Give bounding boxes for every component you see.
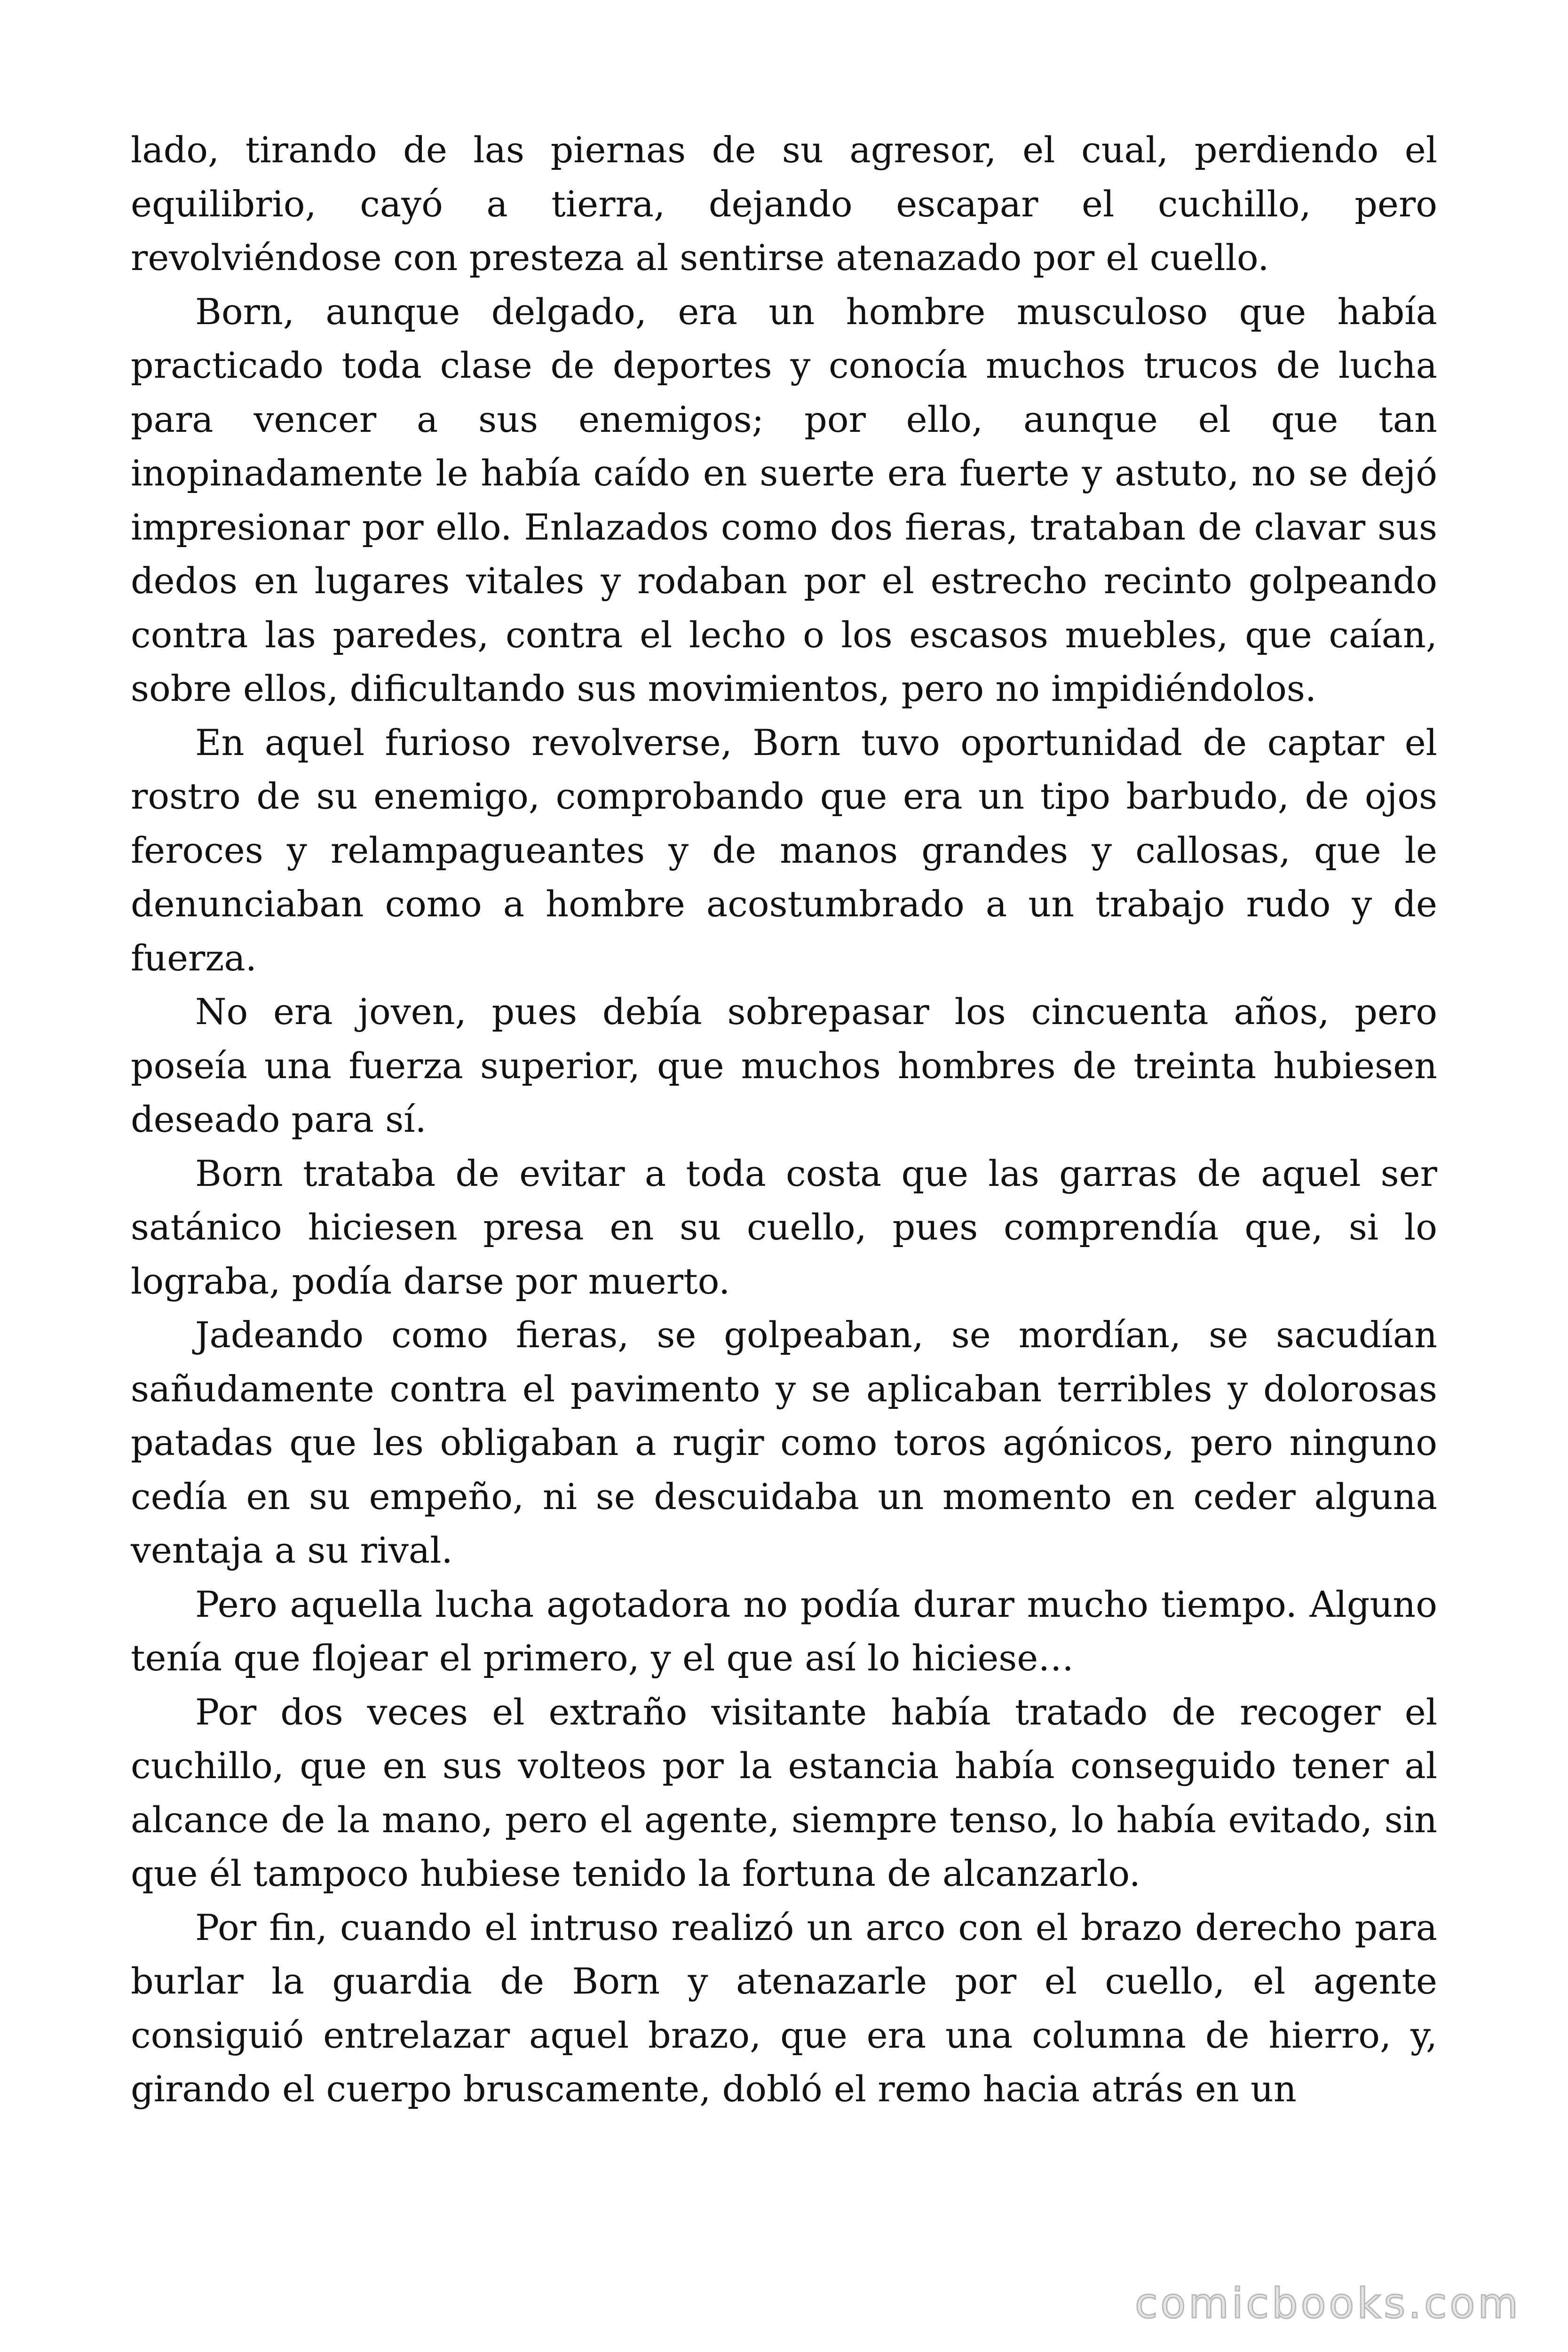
paragraph-1: lado, tirando de las piernas de su agresor, el cual, perdiendo el equilibrio, cayó a tierra, dejando escapar el cuchillo, pero revolviéndose con presteza al sentirse atenazado por el cuello. [131, 129, 1437, 278]
paragraph-7: Pero aquella lucha agotadora no podía durar mucho tiempo. Alguno tenía que flojear el primero, y el que así lo hiciese… [131, 1583, 1437, 1679]
paragraph-2: Born, aunque delgado, era un hombre musculoso que había practicado toda clase de deportes y conocía muchos trucos de lucha para vencer a sus enemigos; por ello, aunque el que tan inopinadamente le había caído en suerte era fuerte y astuto, no se dejó impresionar por ello. Enlazados como dos fieras, trataban de clavar sus dedos en lugares vitales y rodaban por el estrecho recinto golpeando contra las paredes, contra el lecho o los escasos muebles, que caían, sobre ellos, dificultando sus movimientos, pero no impidiéndolos. [131, 290, 1437, 709]
paragraph-8: Por dos veces el extraño visitante había tratado de recoger el cuchillo, que en sus volteos por la estancia había conseguido tener al alcance de la mano, pero el agente, siempre tenso, lo había evitado, sin que él tampoco hubiese tenido la fortuna de alcanzarlo. [131, 1691, 1437, 1894]
body-text [131, 123, 1437, 2116]
paragraph-9: Por fin, cuando el intruso realizó un arco con el brazo derecho para burlar la guardia de Born y atenazarle por el cuello, el agente consiguió entrelazar aquel brazo, que era una columna de hierro, y, girando el cuerpo bruscamente, dobló el remo hacia atrás en un [131, 1906, 1437, 2110]
watermark: comicbooks.com [1134, 2279, 1521, 2328]
paragraph-4: No era joven, pues debía sobrepasar los cincuenta años, pero poseía una fuerza superior, que muchos hombres de treinta hubiesen deseado para sí. [131, 991, 1437, 1140]
paragraph-5: Born trataba de evitar a toda costa que las garras de aquel ser satánico hiciesen presa en su cuello, pues comprendía que, si lo lograba, podía darse por muerto. [131, 1152, 1437, 1302]
paragraph-6: Jadeando como fieras, se golpeaban, se mordían, se sacudían sañudamente contra el pavimento y se aplicaban terribles y dolorosas patadas que les obligaban a rugir como toros agónicos, pero ninguno cedía en su empeño, ni se descuidaba un momento en ceder alguna ventaja a su rival. [131, 1314, 1437, 1571]
paragraph-3: En aquel furioso revolverse, Born tuvo oportunidad de captar el rostro de su enemigo, comprobando que era un tipo barbudo, de ojos feroces y relampagueantes y de manos grandes y callosas, que le denunciaban como a hombre acostumbrado a un trabajo rudo y de fuerza. [131, 721, 1437, 979]
